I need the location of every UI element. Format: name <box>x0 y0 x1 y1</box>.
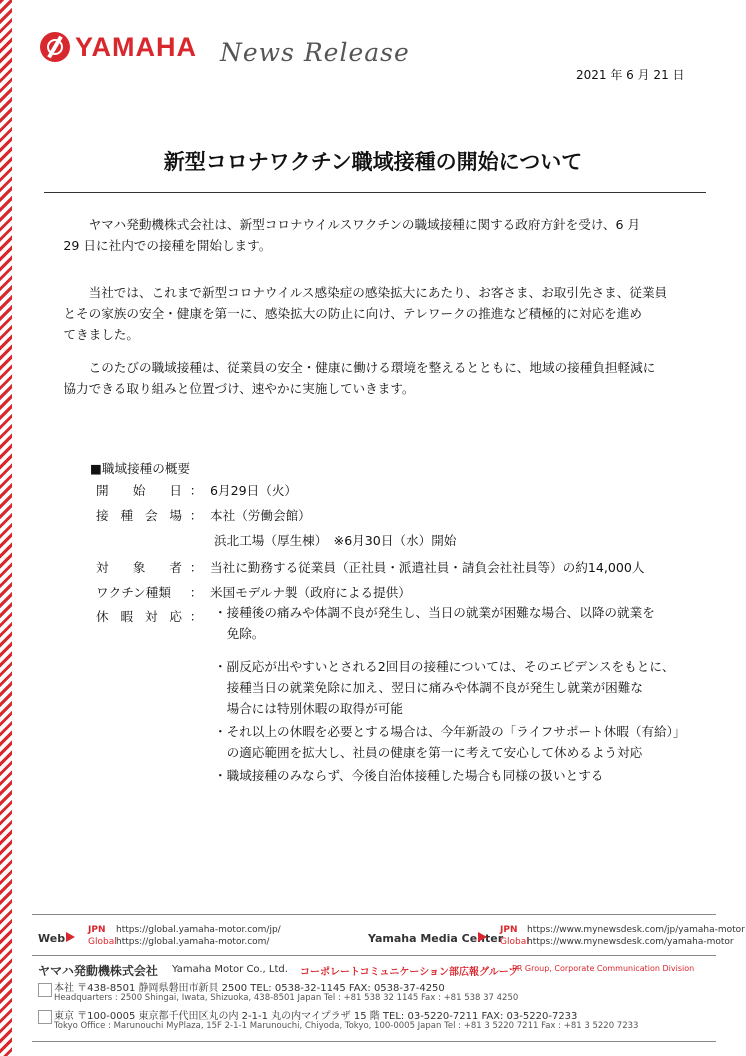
tokyo-address-en: Tokyo Office : Marunouchi MyPlaza, 15F 2-1-1 Marunouchi, Chiyoda, Tokyo, 100-0005 Japan Tel : +81 3 5220 7211 Fax : +81 3 5220 7233 <box>54 1021 639 1031</box>
hq-address-en: Headquarters : 2500 Shingai, Iwata, Shizuoka, 438-8501 Japan Tel : +81 538 32 1145 Fax : +81 538 37 4250 <box>54 993 519 1003</box>
footer-divider-mid <box>32 955 716 956</box>
footer-divider-top <box>32 914 716 915</box>
label-target: 対 象 者 <box>96 560 182 575</box>
value-venue-2: 浜北工場（厚生棟） ※6月30日（水）開始 <box>214 533 457 548</box>
tokyo-address-jp: 東京 〒100-0005 東京都千代田区丸の内 2-1-1 丸の内マイプラザ 15 階 TEL: 03-5220-7211 FAX: 03-5220-7233 <box>54 1011 578 1022</box>
leave-bullet-4: ・職域接種のみならず、今後自治体接種した場合も同様の扱いとする <box>214 768 604 783</box>
media-arrow-icon <box>478 932 487 942</box>
leave-bullet-1: ・接種後の痛みや体調不良が発生し、当日の就業が困難な場合、以降の就業を 免除。 <box>214 605 655 641</box>
web-arrow-icon <box>66 932 75 942</box>
label-leave: 休 暇 対 応 <box>96 609 182 624</box>
media-global-label: Global <box>500 937 529 947</box>
value-vaccine: 米国モデルナ製（政府による提供） <box>210 585 411 600</box>
news-release-heading: News Release <box>220 38 410 67</box>
paragraph-3: このたびの職域接種は、従業員の安全・健康に働ける環境を整えるとともに、地域の接種負担軽減に 協力できる取り組みと位置づけ、速やかに実施していきます。 <box>63 360 656 396</box>
paragraph-1: ヤマハ発動機株式会社は、新型コロナウイルスワクチンの職域接種に関する政府方針を受け、6 月 29 日に社内での接種を開始します。 <box>63 217 641 253</box>
row-venue: 接 種 会 場 ： 本社（労働会館） <box>96 505 311 524</box>
media-jpn-label: JPN <box>500 925 518 935</box>
document-title: 新型コロナワクチン職域接種の開始について <box>163 150 583 174</box>
row-start-date: 開 始 日 ： 6月29日（火） <box>96 480 297 499</box>
tuning-fork-emblem-icon <box>40 32 70 62</box>
row-target: 対 象 者 ： 当社に勤務する従業員（正社員・派遣社員・請負会社社員等）の約14,000人 <box>96 557 644 576</box>
release-date: 2021 年 6 月 21 日 <box>576 68 685 82</box>
footer-divider-bottom <box>32 1041 716 1042</box>
media-jpn-link[interactable]: https://www.mynewsdesk.com/jp/yamaha-motor <box>527 925 745 935</box>
web-label: Web <box>38 932 66 945</box>
web-global-link[interactable]: https://global.yamaha-motor.com/ <box>116 937 270 947</box>
paragraph-2: 当社では、これまで新型コロナウイルス感染症の感染拡大にあたり、お客さま、お取引先さま、従業員 とその家族の安全・健康を第一に、感染拡大の防止に向け、テレワークの推進など積極的に対応を進め てきました。 <box>63 285 668 342</box>
value-start-date: 6月29日（火） <box>210 483 298 498</box>
leave-bullet-2: ・副反応が出やすいとされる2回目の接種については、そのエビデンスをもとに、 接種当日の就業免除に加え、翌日に痛みや体調不良が発生し就業が困難な 場合には特別休暇の取得が可能 <box>214 659 675 716</box>
title-divider <box>44 192 706 193</box>
label-venue: 接 種 会 場 <box>96 508 182 523</box>
row-vaccine: ワクチン種類 ： 米国モデルナ製（政府による提供） <box>96 582 411 601</box>
summary-heading: ■職域接種の概要 <box>90 461 191 476</box>
web-global-label: Global <box>88 937 117 947</box>
brand-name: YAMAHA <box>75 31 198 62</box>
company-name-en: Yamaha Motor Co., Ltd. <box>172 964 288 975</box>
row-leave: 休 暇 対 応 ： <box>96 606 210 625</box>
web-jpn-label: JPN <box>88 925 106 935</box>
label-start-date: 開 始 日 <box>96 483 182 498</box>
department-en: PR Group, Corporate Communication Division <box>512 964 695 973</box>
yamaha-logo <box>40 30 197 64</box>
media-center-label: Yamaha Media Center <box>368 932 504 945</box>
hq-address-jp: 本社 〒438-8501 静岡県磐田市新貝 2500 TEL: 0538-32-1145 FAX: 0538-37-4250 <box>54 983 445 994</box>
department-jp: コーポレートコミュニケーション部広報グループ <box>300 967 519 978</box>
web-jpn-link[interactable]: https://global.yamaha-motor.com/jp/ <box>116 925 281 935</box>
hq-box-icon <box>38 983 52 997</box>
value-venue-1: 本社（労働会館） <box>210 508 311 523</box>
company-name-jp: ヤマハ発動機株式会社 <box>38 964 158 978</box>
media-global-link[interactable]: https://www.mynewsdesk.com/yamaha-motor <box>527 937 734 947</box>
leave-bullet-3: ・それ以上の休暇を必要とする場合は、今年新設の「ライフサポート休暇（有給）」 の適応範囲を拡大し、社員の健康を第一に考えて安心して休めるよう対応 <box>214 724 686 760</box>
tokyo-box-icon <box>38 1010 52 1024</box>
value-target: 当社に勤務する従業員（正社員・派遣社員・請負会社社員等）の約14,000人 <box>210 560 645 575</box>
label-vaccine: ワクチン種類 <box>96 585 171 600</box>
